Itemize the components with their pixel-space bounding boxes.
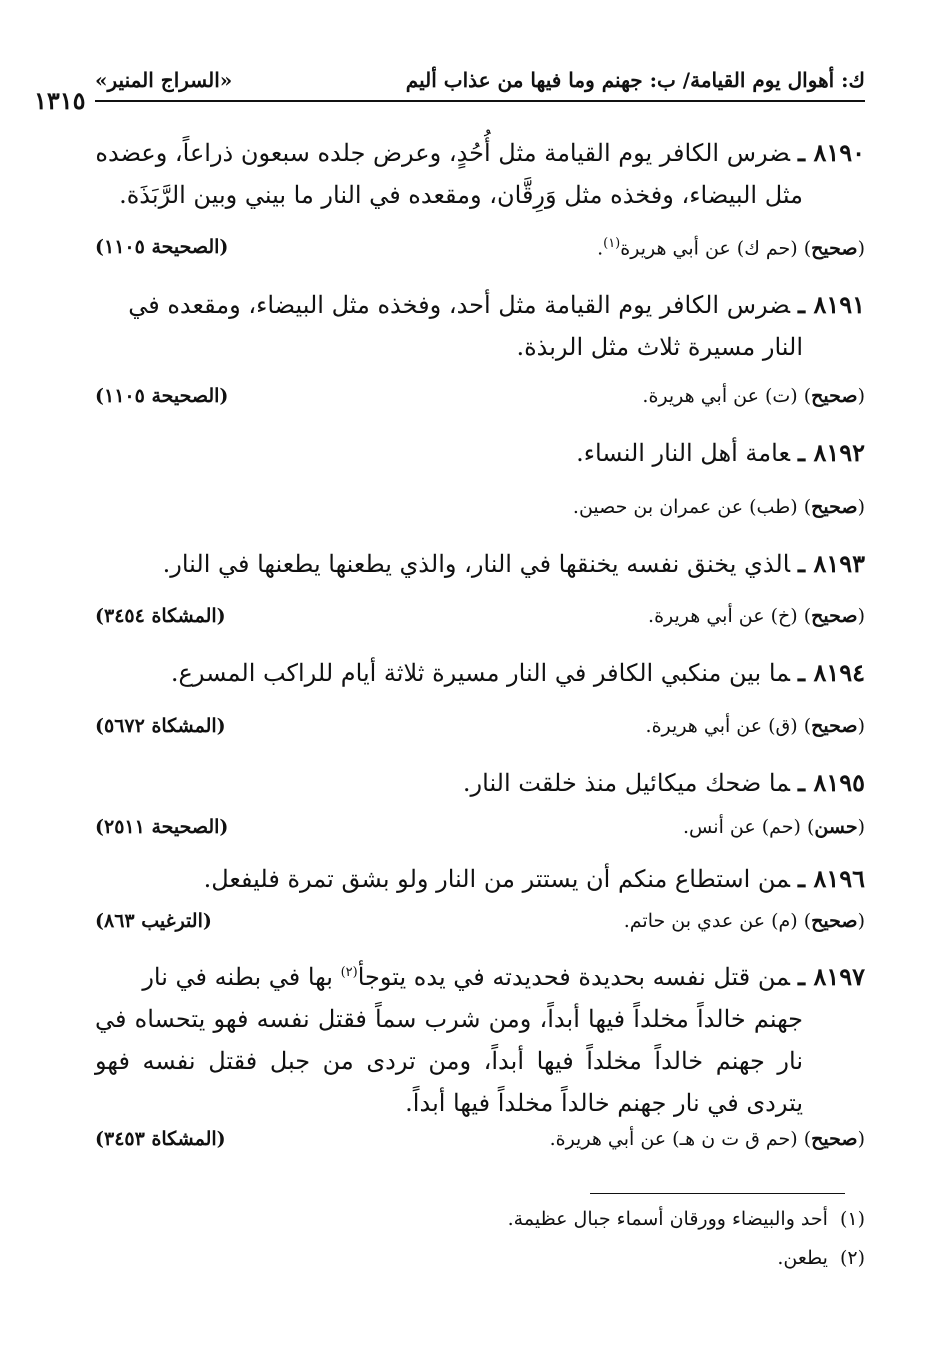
page-number: ١٣١٥: [34, 86, 86, 115]
hadith-source: (خ) عن أبي هريرة.: [648, 605, 798, 627]
hadith-text: عامة أهل النار النساء.: [576, 439, 791, 467]
header-rule: [95, 100, 865, 102]
grade-line: (صحيح) (حم ك) عن أبي هريرة$^{(١)}$. (الصحيحة ١١٠٥): [95, 236, 865, 260]
hadith-source: (م) عن عدي بن حاتم.: [623, 910, 798, 932]
hadith-text-continued: النار مسيرة ثلاث مثل الربذة.: [516, 333, 803, 361]
hadith-number: ٨١٩٥ ـ: [798, 768, 865, 797]
footnote-number: (٢): [839, 1247, 865, 1269]
footnote-text: أحد والبيضاء وورقان أسماء جبال عظيمة.: [507, 1208, 828, 1230]
hadith-number: ٨١٩٤ ـ: [798, 658, 865, 687]
grade-line: (صحيح) (ت) عن أبي هريرة. (الصحيحة ١١٠٥): [95, 385, 865, 407]
grade-line: (حسن) (حم) عن أنس. (الصحيحة ٢٥١١): [95, 816, 865, 838]
hadith-reference: (الصحيحة ١١٠٥): [95, 385, 229, 407]
hadith-text: ما ضحك ميكائيل منذ خلقت النار.: [462, 769, 791, 797]
footnote-text: يطعن.: [777, 1247, 828, 1269]
hadith-number: ٨١٩٢ ـ: [798, 438, 865, 467]
hadith-entry: [95, 952, 865, 1124]
hadith-entry: [95, 652, 865, 694]
hadith-grade: حسن: [814, 816, 858, 838]
hadith-grade: صحيح: [811, 237, 858, 260]
header-book-title: «السراج المنير»: [95, 68, 233, 92]
hadith-source: (حم ك) عن أبي هريرة: [620, 237, 798, 260]
hadith-entry: [95, 132, 865, 216]
hadith-number: ٨١٩٠ ـ: [798, 138, 865, 167]
hadith-reference: (الصحيحة ١١٠٥): [95, 236, 229, 258]
hadith-reference: (المشكاة ٣٤٥٣): [95, 1128, 226, 1150]
hadith-reference: (المشكاة ٣٤٥٤): [95, 605, 226, 627]
hadith-source: (ت) عن أبي هريرة.: [642, 385, 798, 407]
hadith-text: ما بين منكبي الكافر في النار مسيرة ثلاثة أيام للراكب المسرع.: [170, 659, 791, 687]
hadith-text: من قتل نفسه بحديدة فحديدته في يده يتوجأ: [357, 963, 791, 991]
grade-line: (صحيح) (خ) عن أبي هريرة. (المشكاة ٣٤٥٤): [95, 605, 865, 627]
hadith-reference: (الترغيب ٨٦٣): [95, 910, 212, 932]
hadith-number: ٨١٩٦ ـ: [798, 864, 865, 893]
hadith-reference: (المشكاة ٥٦٧٢): [95, 715, 226, 737]
hadith-text: الذي يخنق نفسه يخنقها في النار، والذي يطعنها يطعنها في النار.: [162, 550, 791, 578]
grade-line: (صحيح) (حم ق ت ن هـ) عن أبي هريرة. (المشكاة ٣٤٥٣): [95, 1128, 865, 1150]
hadith-entry: [95, 858, 865, 900]
hadith-text: ضرس الكافر يوم القيامة مثل أُحُدٍ، وعرض جلده سبعون ذراعاً، وعضده: [95, 139, 791, 167]
hadith-grade: صحيح: [811, 605, 858, 627]
header-chapter-title: ك: أهوال يوم القيامة/ ب: جهنم وما فيها من عذاب أليم: [405, 68, 865, 92]
footnote-marker: (١): [603, 236, 621, 251]
hadith-text: بها في بطنه في نار: [142, 963, 333, 991]
hadith-grade: صحيح: [811, 1128, 858, 1150]
footnote-marker: (٢): [340, 965, 358, 980]
source-period: .: [597, 237, 604, 260]
hadith-text-continued: مثل البيضاء، وفخذه مثل وَرِقَّان، ومقعده في النار ما بيني وبين الرَّبَذَة.: [119, 181, 803, 209]
hadith-grade: صحيح: [811, 385, 858, 407]
hadith-entry: [95, 432, 865, 474]
hadith-entry: [95, 762, 865, 804]
hadith-number: ٨١٩٣ ـ: [798, 549, 865, 578]
hadith-grade: صحيح: [811, 910, 858, 932]
hadith-text: من استطاع منكم أن يستتر من النار ولو بشق تمرة فليفعل.: [203, 865, 791, 893]
footnote: [95, 1208, 865, 1230]
grade-line: (صحيح) (ق) عن أبي هريرة. (المشكاة ٥٦٧٢): [95, 715, 865, 737]
hadith-text: ضرس الكافر يوم القيامة مثل أحد، وفخذه مثل البيضاء، ومقعده في: [128, 291, 791, 319]
hadith-entry: [95, 284, 865, 368]
footnote-separator: [590, 1193, 845, 1194]
hadith-source: (حم) عن أنس.: [683, 816, 801, 838]
footnote: [95, 1247, 865, 1269]
grade-line: (صحيح) (طب) عن عمران بن حصين.: [572, 496, 865, 518]
grade-line: (صحيح) (م) عن عدي بن حاتم. (الترغيب ٨٦٣): [95, 910, 865, 932]
hadith-number: ٨١٩٧ ـ: [798, 962, 865, 991]
hadith-source: (حم ق ت ن هـ) عن أبي هريرة.: [549, 1128, 798, 1150]
hadith-source: (ق) عن أبي هريرة.: [645, 715, 798, 737]
running-header: [95, 60, 865, 100]
hadith-grade: صحيح: [811, 715, 858, 737]
hadith-entry: [95, 543, 865, 585]
hadith-text-continued: جهنم خالداً مخلداً فيها أبداً، ومن شرب سماً فقتل نفسه فهو يتحساه في نار جهنم خالداً مخلداً فيها أبداً، ومن تردى من جبل فقتل نفسه فهو يتردى في نار جهنم خالداً مخلداً فيها أبداً.: [95, 1005, 803, 1117]
hadith-reference: (الصحيحة ٢٥١١): [95, 816, 229, 838]
hadith-number: ٨١٩١ ـ: [798, 290, 865, 319]
footnote-number: (١): [839, 1208, 865, 1230]
hadith-source: (طب) عن عمران بن حصين.: [572, 496, 798, 518]
hadith-grade: صحيح: [811, 496, 858, 518]
